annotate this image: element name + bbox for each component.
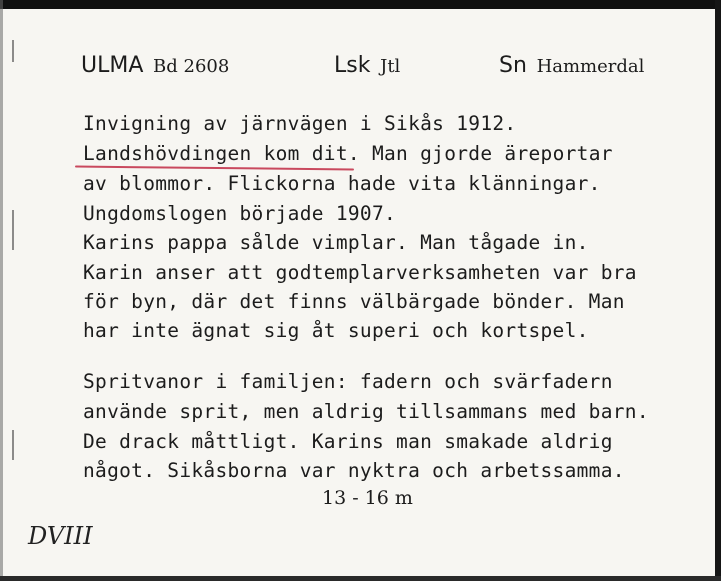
socken-value: Hammerdal: [536, 56, 645, 77]
archive-field: [81, 53, 229, 78]
classification-stamp: DVIII: [28, 522, 93, 550]
scan-border-right: [715, 0, 721, 581]
body-line: för byn, där det finns välbärgade bönder. Man: [83, 290, 625, 313]
edge-mark: [12, 40, 14, 62]
page-reference: 13 - 16 m: [322, 487, 413, 509]
socken-field: [499, 53, 644, 78]
edge-mark: [12, 210, 14, 250]
edge-mark: [12, 430, 14, 460]
body-line: Invigning av järnvägen i Sikås 1912.: [83, 112, 517, 135]
socken-label: Sn: [499, 53, 527, 78]
scan-border-bottom: [0, 576, 721, 581]
underlined-phrase: Landshövdingen kom dit: [83, 142, 348, 165]
body-line: Spritvanor i familjen: fadern och svärfadern: [83, 370, 613, 393]
body-line: Ungdomslogen började 1907.: [83, 202, 397, 225]
body-line: har inte ägnat sig åt superi och kortspel.: [83, 319, 589, 342]
landskap-field: [334, 53, 400, 78]
landskap-value: Jtl: [380, 56, 401, 77]
body-line: använde sprit, men aldrig tillsammans med barn.: [83, 400, 649, 423]
scan-border-top: [0, 0, 721, 9]
archive-number: Bd 2608: [153, 56, 230, 77]
body-line: Karins pappa sålde vimplar. Man tågade in.: [83, 231, 589, 254]
card-header: [81, 53, 701, 87]
scan-border-left: [0, 0, 3, 581]
body-line: av blommor. Flickorna hade vita klänningar.: [83, 172, 601, 195]
body-line: De drack måttligt. Karins man smakade aldrig: [83, 430, 613, 453]
body-line: Karin anser att godtemplarverksamheten var bra: [83, 261, 637, 284]
landskap-label: Lsk: [334, 53, 371, 78]
body-line: [83, 142, 613, 165]
body-line-rest: . Man gjorde äreportar: [347, 142, 613, 165]
body-line: något. Sikåsborna var nyktra och arbetssamma.: [83, 459, 625, 482]
archive-name: ULMA: [81, 53, 144, 78]
